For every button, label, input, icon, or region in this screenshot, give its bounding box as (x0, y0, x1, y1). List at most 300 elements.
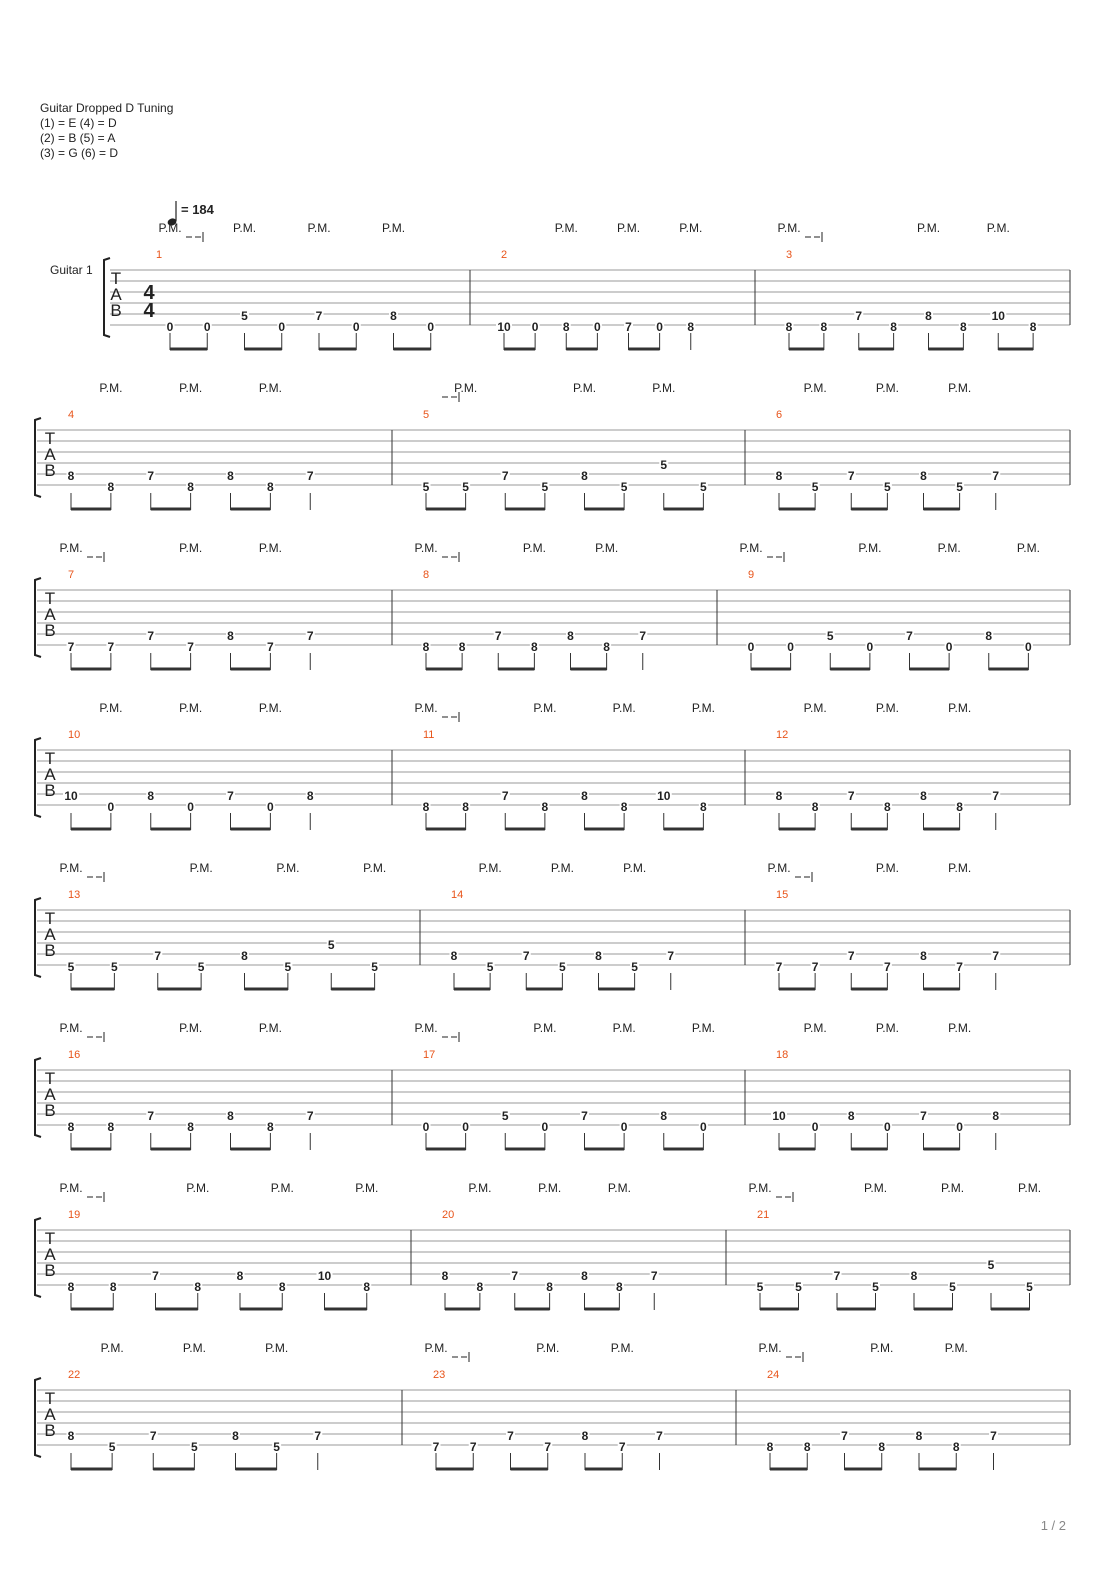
palm-mute-label: P.M. (270, 1181, 294, 1195)
tab-clef-letter: A (44, 1085, 56, 1104)
fret-number: 8 (616, 1280, 623, 1294)
fret-number: 7 (992, 469, 1000, 483)
palm-mute-label: P.M. (179, 1021, 203, 1035)
fret-number: 7 (154, 949, 162, 963)
fret-number: 8 (700, 800, 707, 814)
palm-mute-label: P.M. (875, 861, 899, 875)
palm-mute-label: P.M. (258, 701, 282, 715)
fret-number: 7 (469, 1440, 477, 1454)
fret-number: 8 (920, 469, 927, 483)
palm-mute-label: P.M. (355, 1181, 379, 1195)
fret-number: 8 (581, 1429, 589, 1443)
fret-number: 8 (811, 800, 819, 814)
fret-number: 8 (227, 1109, 234, 1123)
fret-number: 8 (422, 800, 430, 814)
tab-clef-letter: A (44, 765, 56, 784)
palm-mute-label: P.M. (258, 541, 282, 555)
time-signature-denominator: 4 (143, 300, 155, 322)
tab-clef-letter: B (44, 781, 56, 800)
palm-mute-label: P.M. (381, 221, 406, 235)
tab-clef-letter: T (44, 909, 56, 928)
palm-mute-label: P.M. (748, 1181, 772, 1195)
fret-number: 8 (687, 320, 695, 334)
tempo-value: = 184 (181, 202, 214, 217)
fret-number: 7 (147, 629, 155, 643)
measure-number: 10 (68, 729, 81, 741)
fret-number: 7 (847, 949, 855, 963)
palm-mute-label: P.M. (679, 221, 703, 235)
fret-number: 8 (581, 789, 588, 803)
fret-number: 10 (772, 1109, 786, 1123)
palm-mute-label: P.M. (59, 1181, 83, 1195)
fret-number: 7 (833, 1269, 841, 1283)
tab-clef-letter: B (44, 461, 56, 480)
fret-number: 0 (166, 320, 174, 334)
fret-number: 8 (107, 480, 115, 494)
fret-number: 0 (187, 800, 194, 814)
fret-number: 7 (432, 1440, 440, 1454)
palm-mute-label: P.M. (179, 701, 203, 715)
tab-clef-letter: B (110, 301, 122, 320)
fret-number: 5 (795, 1280, 802, 1294)
fret-number: 8 (232, 1429, 239, 1443)
palm-mute-label: P.M. (232, 221, 257, 235)
fret-number: 8 (390, 309, 397, 323)
fret-number: 8 (227, 629, 234, 643)
palm-mute-label: P.M. (616, 221, 641, 235)
palm-mute-label: P.M. (916, 221, 941, 235)
palm-mute-label: P.M. (179, 381, 203, 395)
fret-number: 8 (562, 320, 570, 334)
measure-number: 18 (776, 1049, 789, 1061)
palm-mute-label: P.M. (940, 1181, 965, 1195)
palm-mute-label: P.M. (538, 1181, 562, 1195)
palm-mute-label: P.M. (607, 1181, 631, 1195)
fret-number: 7 (884, 960, 891, 974)
fret-number: 5 (756, 1280, 764, 1294)
fret-number: 5 (872, 1280, 879, 1294)
fret-number: 8 (920, 789, 927, 803)
fret-number: 5 (660, 458, 668, 472)
palm-mute-label: P.M. (691, 701, 715, 715)
palm-mute-label: P.M. (258, 381, 282, 395)
fret-number: 8 (956, 800, 963, 814)
fret-number: 8 (187, 1120, 194, 1134)
fret-number: 5 (1026, 1280, 1033, 1294)
fret-number: 7 (656, 1429, 663, 1443)
fret-number: 10 (991, 309, 1005, 323)
fret-number: 0 (531, 320, 539, 334)
time-signature-numerator: 4 (143, 282, 155, 304)
fret-number: 8 (884, 800, 891, 814)
tab-clef-letter: A (44, 1405, 56, 1424)
fret-number: 7 (841, 1429, 848, 1443)
fret-number: 0 (747, 640, 755, 654)
fret-number: 7 (992, 789, 1000, 803)
fret-number: 7 (147, 1109, 155, 1123)
palm-mute-label: P.M. (363, 861, 387, 875)
fret-number: 8 (67, 469, 75, 483)
palm-mute-label: P.M. (414, 701, 438, 715)
fret-number: 5 (949, 1280, 956, 1294)
palm-mute-label: P.M. (276, 861, 300, 875)
palm-mute-label: P.M. (767, 861, 791, 875)
palm-mute-label: P.M. (265, 1341, 289, 1355)
fret-number: 10 (657, 789, 671, 803)
tab-clef-letter: A (110, 285, 122, 304)
fret-number: 5 (241, 309, 248, 323)
fret-number: 0 (787, 640, 794, 654)
fret-number: 5 (462, 480, 469, 494)
fret-number: 8 (541, 800, 549, 814)
fret-number: 7 (306, 469, 314, 483)
fret-number: 7 (507, 1429, 514, 1443)
palm-mute-label: P.M. (595, 541, 619, 555)
palm-mute-label: P.M. (875, 381, 899, 395)
fret-number: 8 (422, 640, 430, 654)
fret-number: 0 (811, 1120, 819, 1134)
fret-number: 10 (497, 320, 511, 334)
measure-number: 4 (68, 409, 75, 421)
measure-number: 11 (423, 729, 435, 741)
palm-mute-label: P.M. (100, 1341, 124, 1355)
tab-clef-letter: A (44, 605, 56, 624)
fret-number: 7 (667, 949, 675, 963)
fret-number: 7 (775, 960, 783, 974)
tuning-line: (3) = G (6) = D (40, 146, 119, 160)
palm-mute-label: P.M. (739, 541, 763, 555)
fret-number: 7 (314, 1429, 322, 1443)
fret-number: 8 (992, 1109, 1000, 1123)
palm-mute-label: P.M. (59, 861, 83, 875)
fret-number: 0 (884, 1120, 891, 1134)
fret-number: 7 (639, 629, 647, 643)
fret-number: 5 (197, 960, 205, 974)
fret-number: 0 (203, 320, 211, 334)
fret-number: 8 (775, 789, 783, 803)
fret-number: 0 (866, 640, 874, 654)
palm-mute-label: P.M. (948, 381, 972, 395)
measure-number: 15 (776, 889, 789, 901)
palm-mute-label: P.M. (986, 221, 1010, 235)
fret-number: 8 (567, 629, 574, 643)
fret-number: 0 (267, 800, 274, 814)
track-name: Guitar 1 (50, 263, 93, 277)
fret-number: 7 (501, 469, 509, 483)
palm-mute-label: P.M. (777, 221, 801, 235)
palm-mute-label: P.M. (758, 1341, 782, 1355)
palm-mute-label: P.M. (99, 381, 123, 395)
fret-number: 7 (992, 949, 1000, 963)
palm-mute-label: P.M. (533, 701, 557, 715)
measure-number: 13 (68, 889, 81, 901)
palm-mute-label: P.M. (468, 1181, 492, 1195)
measure-number: 9 (748, 569, 755, 581)
palm-mute-label: P.M. (307, 221, 331, 235)
fret-number: 10 (64, 789, 78, 803)
fret-number: 7 (267, 640, 274, 654)
fret-number: 7 (522, 949, 530, 963)
palm-mute-label: P.M. (870, 1341, 894, 1355)
measure-number: 16 (68, 1049, 81, 1061)
fret-number: 8 (603, 640, 610, 654)
fret-number: 8 (925, 309, 932, 323)
fret-number: 8 (910, 1269, 918, 1283)
measure-number: 23 (433, 1369, 446, 1381)
fret-number: 8 (241, 949, 248, 963)
fret-number: 8 (785, 320, 793, 334)
palm-mute-label: P.M. (179, 541, 203, 555)
fret-number: 8 (890, 320, 897, 334)
palm-mute-label: P.M. (550, 861, 574, 875)
palm-mute-label: P.M. (182, 1341, 206, 1355)
fret-number: 7 (581, 1109, 588, 1123)
fret-number: 8 (67, 1280, 75, 1294)
fret-number: 8 (985, 629, 993, 643)
measure-number: 17 (423, 1049, 436, 1061)
measure-number: 6 (776, 409, 783, 421)
palm-mute-label: P.M. (612, 1021, 636, 1035)
tab-clef-letter: T (44, 1069, 56, 1088)
fret-number: 7 (152, 1269, 159, 1283)
fret-number: 0 (422, 1120, 430, 1134)
tab-clef-letter: T (44, 429, 56, 448)
fret-number: 8 (267, 480, 274, 494)
fret-number: 0 (107, 800, 115, 814)
fret-number: 0 (656, 320, 663, 334)
fret-number: 7 (618, 1440, 626, 1454)
fret-number: 8 (187, 480, 194, 494)
fret-number: 8 (878, 1440, 886, 1454)
measure-number: 21 (757, 1209, 770, 1221)
palm-mute-label: P.M. (533, 1021, 557, 1035)
fret-number: 5 (284, 960, 292, 974)
palm-mute-label: P.M. (158, 221, 182, 235)
fret-number: 7 (147, 469, 155, 483)
palm-mute-label: P.M. (944, 1341, 968, 1355)
measure-number: 8 (423, 569, 430, 581)
fret-number: 8 (67, 1429, 75, 1443)
palm-mute-label: P.M. (189, 861, 213, 875)
fret-number: 7 (501, 789, 509, 803)
fret-number: 7 (625, 320, 632, 334)
palm-mute-label: P.M. (863, 1181, 888, 1195)
palm-mute-label: P.M. (414, 1021, 438, 1035)
fret-number: 5 (108, 1440, 116, 1454)
fret-number: 8 (847, 1109, 855, 1123)
fret-number: 8 (107, 1120, 115, 1134)
fret-number: 8 (581, 469, 588, 483)
page-number: 1 / 2 (1040, 1518, 1066, 1533)
fret-number: 8 (306, 789, 314, 803)
palm-mute-label: P.M. (858, 541, 882, 555)
palm-mute-label: P.M. (803, 701, 827, 715)
fret-number: 7 (650, 1269, 658, 1283)
measure-number: 24 (767, 1369, 780, 1381)
fret-number: 5 (826, 629, 834, 643)
fret-number: 8 (775, 469, 783, 483)
fret-number: 8 (581, 1269, 588, 1283)
fret-number: 8 (67, 1120, 75, 1134)
palm-mute-label: P.M. (948, 1021, 972, 1035)
tab-clef-letter: B (44, 1261, 56, 1280)
fret-number: 8 (194, 1280, 202, 1294)
fret-number: 5 (700, 480, 707, 494)
measure-number: 5 (423, 409, 430, 421)
fret-number: 0 (956, 1120, 963, 1134)
tuning-line: (2) = B (5) = A (40, 131, 116, 145)
fret-number: 8 (915, 1429, 923, 1443)
fret-number: 7 (847, 789, 855, 803)
tab-clef-letter: T (44, 1389, 56, 1408)
tuning-line: (1) = E (4) = D (40, 116, 117, 130)
fret-number: 0 (278, 320, 286, 334)
palm-mute-label: P.M. (59, 1021, 83, 1035)
palm-mute-label: P.M. (652, 381, 676, 395)
palm-mute-label: P.M. (803, 1021, 827, 1035)
palm-mute-label: P.M. (478, 861, 502, 875)
fret-number: 7 (149, 1429, 157, 1443)
fret-number: 8 (227, 469, 234, 483)
fret-number: 7 (544, 1440, 552, 1454)
palm-mute-label: P.M. (875, 701, 899, 715)
palm-mute-label: P.M. (623, 861, 647, 875)
fret-number: 7 (956, 960, 963, 974)
tab-clef-letter: T (44, 749, 56, 768)
fret-number: 0 (620, 1120, 628, 1134)
palm-mute-label: P.M. (948, 861, 972, 875)
fret-number: 8 (462, 800, 469, 814)
fret-number: 7 (306, 1109, 314, 1123)
fret-number: 5 (501, 1109, 509, 1123)
fret-number: 10 (317, 1269, 332, 1283)
fret-number: 0 (700, 1120, 707, 1134)
fret-number: 8 (147, 789, 155, 803)
fret-number: 8 (450, 949, 458, 963)
fret-number: 7 (847, 469, 855, 483)
fret-number: 5 (422, 480, 430, 494)
tab-clef-letter: A (44, 925, 56, 944)
fret-number: 7 (990, 1429, 997, 1443)
palm-mute-label: P.M. (536, 1341, 560, 1355)
measure-number: 19 (68, 1209, 81, 1221)
fret-number: 0 (945, 640, 953, 654)
palm-mute-label: P.M. (875, 1021, 899, 1035)
fret-number: 5 (273, 1440, 280, 1454)
palm-mute-label: P.M. (937, 541, 961, 555)
palm-mute-label: P.M. (803, 381, 827, 395)
fret-number: 5 (67, 960, 75, 974)
fret-number: 8 (109, 1280, 117, 1294)
fret-number: 5 (191, 1440, 198, 1454)
fret-number: 7 (107, 640, 115, 654)
fret-number: 8 (766, 1440, 774, 1454)
tuning-title: Guitar Dropped D Tuning (40, 101, 174, 115)
palm-mute-label: P.M. (572, 381, 597, 395)
palm-mute-label: P.M. (59, 541, 83, 555)
fret-number: 5 (884, 480, 891, 494)
palm-mute-label: P.M. (610, 1341, 634, 1355)
tab-clef-letter: A (44, 1245, 56, 1264)
fret-number: 7 (67, 640, 75, 654)
fret-number: 7 (855, 309, 863, 323)
fret-number: 5 (631, 960, 638, 974)
fret-number: 7 (315, 309, 323, 323)
palm-mute-label: P.M. (454, 381, 478, 395)
measure-number: 3 (786, 249, 793, 261)
fret-number: 0 (594, 320, 601, 334)
measure-number: 1 (156, 249, 163, 261)
fret-number: 5 (371, 960, 378, 974)
tab-clef-letter: B (44, 941, 56, 960)
fret-number: 8 (531, 640, 538, 654)
fret-number: 0 (1025, 640, 1032, 654)
fret-number: 8 (458, 640, 466, 654)
fret-number: 8 (546, 1280, 553, 1294)
fret-number: 5 (956, 480, 963, 494)
fret-number: 8 (278, 1280, 286, 1294)
tab-clef-letter: B (44, 1101, 56, 1120)
tab-clef-letter: B (44, 1421, 56, 1440)
fret-number: 0 (352, 320, 360, 334)
measure-number: 7 (68, 569, 75, 581)
palm-mute-label: P.M. (258, 1021, 282, 1035)
fret-number: 8 (920, 949, 927, 963)
palm-mute-label: P.M. (691, 1021, 715, 1035)
fret-number: 5 (486, 960, 494, 974)
fret-number: 7 (906, 629, 913, 643)
fret-number: 8 (952, 1440, 960, 1454)
fret-number: 7 (511, 1269, 519, 1283)
palm-mute-label: P.M. (612, 701, 636, 715)
fret-number: 8 (660, 1109, 668, 1123)
palm-mute-label: P.M. (414, 541, 438, 555)
fret-number: 8 (363, 1280, 371, 1294)
fret-number: 5 (327, 938, 335, 952)
fret-number: 7 (306, 629, 314, 643)
measure-number: 20 (442, 1209, 455, 1221)
fret-number: 8 (595, 949, 602, 963)
palm-mute-label: P.M. (1017, 1181, 1042, 1195)
tab-clef-letter: B (44, 621, 56, 640)
tab-clef-letter: T (110, 269, 122, 288)
measure-number: 14 (451, 889, 464, 901)
tab-clef-letter: A (44, 445, 56, 464)
palm-mute-label: P.M. (522, 541, 546, 555)
fret-number: 0 (427, 320, 435, 334)
fret-number: 7 (227, 789, 234, 803)
palm-mute-label: P.M. (99, 701, 123, 715)
palm-mute-label: P.M. (424, 1341, 448, 1355)
measure-number: 12 (776, 729, 789, 741)
fret-number: 5 (620, 480, 628, 494)
fret-number: 8 (620, 800, 628, 814)
measure-number: 22 (68, 1369, 81, 1381)
tab-clef-letter: T (44, 1229, 56, 1248)
palm-mute-label: P.M. (1016, 541, 1040, 555)
fret-number: 7 (811, 960, 819, 974)
fret-number: 8 (803, 1440, 811, 1454)
fret-number: 5 (111, 960, 118, 974)
fret-number: 5 (559, 960, 566, 974)
palm-mute-label: P.M. (554, 221, 578, 235)
fret-number: 7 (494, 629, 502, 643)
fret-number: 5 (987, 1258, 995, 1272)
fret-number: 7 (187, 640, 194, 654)
fret-number: 8 (960, 320, 967, 334)
fret-number: 8 (441, 1269, 449, 1283)
fret-number: 5 (811, 480, 819, 494)
